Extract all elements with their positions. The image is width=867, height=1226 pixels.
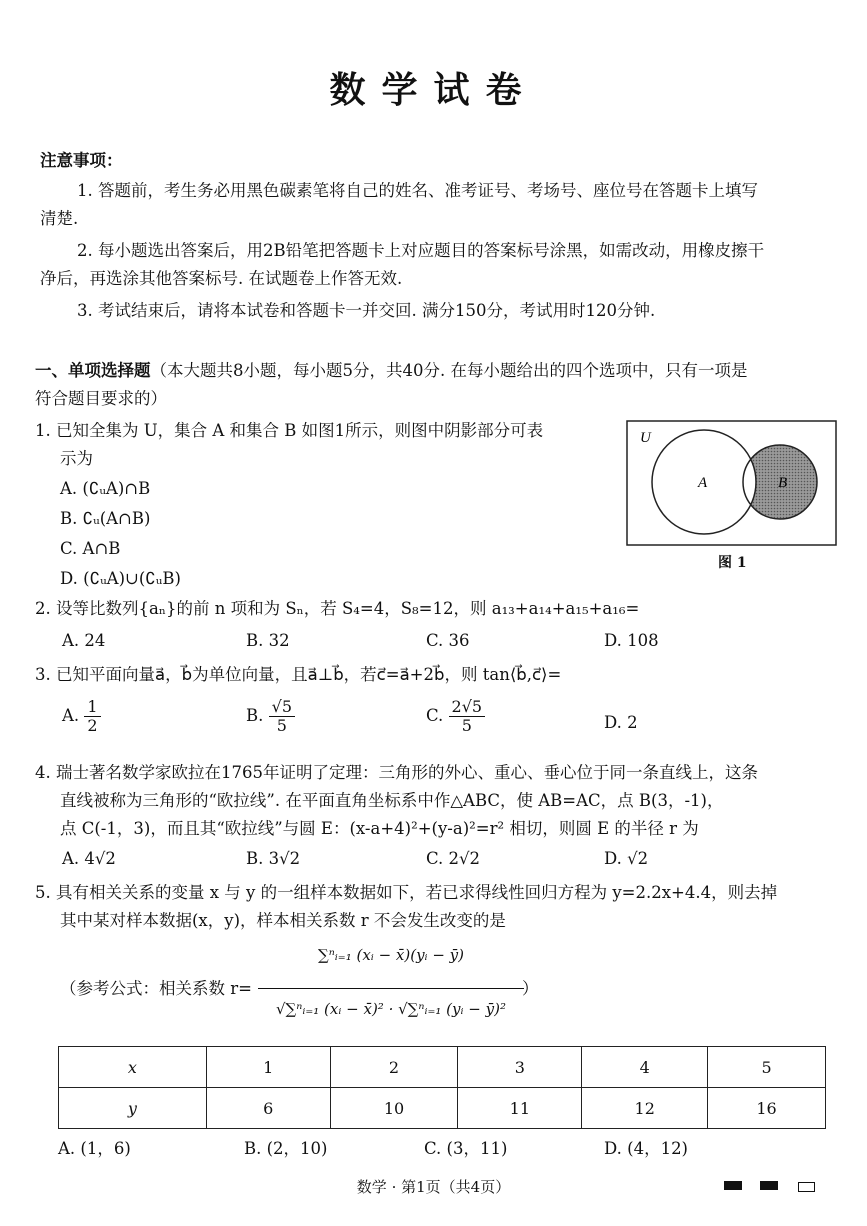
set-a-label: A xyxy=(698,475,708,491)
table-cell: y xyxy=(59,1088,207,1129)
q1-stem-cont: 示为 xyxy=(60,449,93,468)
q3-option-b: B. $\frac{√5}{5}$ xyxy=(246,698,295,735)
q3-stem: 3. 已知平面向量a⃗，b⃗为单位向量，且a⃗⊥b⃗，若c⃗=a⃗+2b⃗，则 tan⟨b⃗,c⃗⟩= xyxy=(35,665,562,684)
q2-option-b: B. 32 xyxy=(246,631,290,650)
table-cell: 5 xyxy=(708,1047,826,1088)
marker-filled-2 xyxy=(760,1181,778,1190)
table-row xyxy=(59,1047,826,1088)
q3-option-d: D. 2 xyxy=(604,713,638,732)
page-footer: 数学 · 第1页（共4页） xyxy=(356,1178,511,1196)
q3-option-a: A. $\frac{1}{2}$ xyxy=(62,698,101,735)
q1-option-a: A. (∁ᵤA)∩B xyxy=(60,479,151,498)
table-cell: 11 xyxy=(458,1088,582,1129)
q5-option-d: D. (4，12) xyxy=(604,1139,688,1158)
table-row xyxy=(59,1088,826,1129)
formula-denominator: √∑ⁿᵢ₌₁ (xᵢ − x̄)² · √∑ⁿᵢ₌₁ (yᵢ − ȳ)² xyxy=(276,1000,506,1018)
q4-option-c: C. 2√2 xyxy=(426,849,481,868)
page-title: 数学试卷 xyxy=(329,69,538,111)
notice-item-3: 3. 考试结束后，请将本试卷和答题卡一并交回. 满分150分，考试用时120分钟. xyxy=(77,301,656,320)
q1-option-d: D. (∁ᵤA)∪(∁ᵤB) xyxy=(60,569,181,588)
q2-stem: 2. 设等比数列{aₙ}的前 n 项和为 Sₙ，若 S₄=4，S₈=12，则 a₁₃+a₁₄+a₁₅+a₁₆= xyxy=(35,599,640,618)
q3-option-c: C. $\frac{2√5}{5}$ xyxy=(426,698,485,735)
q5-option-b: B. (2，10) xyxy=(244,1139,328,1158)
q4-option-d: D. √2 xyxy=(604,849,649,868)
q1-option-c: C. A∩B xyxy=(60,539,121,558)
q4-option-a: A. 4√2 xyxy=(62,849,116,868)
table-cell: 6 xyxy=(206,1088,330,1129)
notice-item-2: 2. 每小题选出答案后，用2B铅笔把答题卡上对应题目的答案标号涂黑，如需改动，用橡皮擦干 xyxy=(77,241,765,260)
table-cell: 2 xyxy=(330,1047,458,1088)
table-cell: 12 xyxy=(582,1088,708,1129)
universe-label: U xyxy=(640,430,651,446)
q4-line-3: 点 C(-1，3)，而且其“欧拉线”与圆 E：(x-a+4)²+(y-a)²=r² 相切，则圆 E 的半径 r 为 xyxy=(60,819,699,838)
q2-option-a: A. 24 xyxy=(62,631,106,650)
table-cell: 4 xyxy=(582,1047,708,1088)
section-desc-cont: 符合题目要求的） xyxy=(35,389,167,408)
notice-item-1-cont: 清楚. xyxy=(40,209,79,228)
q4-line-1: 4. 瑞士著名数学家欧拉在1765年证明了定理：三角形的外心、重心、垂心位于同一条直线上，这条 xyxy=(35,763,758,782)
table-cell: 1 xyxy=(206,1047,330,1088)
q4-option-b: B. 3√2 xyxy=(246,849,301,868)
q1-option-b: B. ∁ᵤ(A∩B) xyxy=(60,509,151,528)
section-desc: （本大题共8小题，每小题5分，共40分. 在每小题给出的四个选项中，只有一项是 xyxy=(150,361,748,380)
figure-caption: 图 1 xyxy=(718,555,747,571)
formula-fraction-bar xyxy=(258,988,524,989)
q2-option-c: C. 36 xyxy=(426,631,470,650)
q5-line-1: 5. 具有相关关系的变量 x 与 y 的一组样本数据如下，若已求得线性回归方程为 y=2.2x+4.4，则去掉 xyxy=(35,883,778,902)
q5-option-c: C. (3，11) xyxy=(424,1139,508,1158)
sample-data-table xyxy=(58,1046,826,1129)
table-cell: 16 xyxy=(708,1088,826,1129)
section-title: 一、单项选择题 xyxy=(35,361,151,380)
table-cell: 3 xyxy=(458,1047,582,1088)
q5-option-a: A. (1，6) xyxy=(58,1139,131,1158)
q5-line-2: 其中某对样本数据(x，y)，样本相关系数 r 不会发生改变的是 xyxy=(60,911,506,930)
formula-numerator: ∑ⁿᵢ₌₁ (xᵢ − x̄)(yᵢ − ȳ) xyxy=(317,946,465,964)
marker-empty xyxy=(798,1182,815,1192)
q2-option-d: D. 108 xyxy=(604,631,659,650)
formula-suffix: ） xyxy=(522,979,539,998)
formula-prefix: （参考公式：相关系数 r= xyxy=(60,979,252,998)
set-b-label: B xyxy=(778,475,788,491)
q4-line-2: 直线被称为三角形的“欧拉线”. 在平面直角坐标系中作△ABC，使 AB=AC，点 B(3，-1)， xyxy=(60,791,724,810)
marker-filled-1 xyxy=(724,1181,742,1190)
notice-item-1: 1. 答题前，考生务必用黑色碳素笔将自己的姓名、准考证号、考场号、座位号在答题卡上填写 xyxy=(77,181,758,200)
q1-stem: 1. 已知全集为 U，集合 A 和集合 B 如图1所示，则图中阴影部分可表 xyxy=(35,421,544,440)
table-cell: x xyxy=(59,1047,207,1088)
table-cell: 10 xyxy=(330,1088,458,1129)
notice-item-2-cont: 净后，再选涂其他答案标号. 在试题卷上作答无效. xyxy=(40,269,403,288)
notice-heading: 注意事项： xyxy=(40,151,123,170)
section-heading xyxy=(35,360,747,382)
venn-diagram xyxy=(626,420,838,548)
